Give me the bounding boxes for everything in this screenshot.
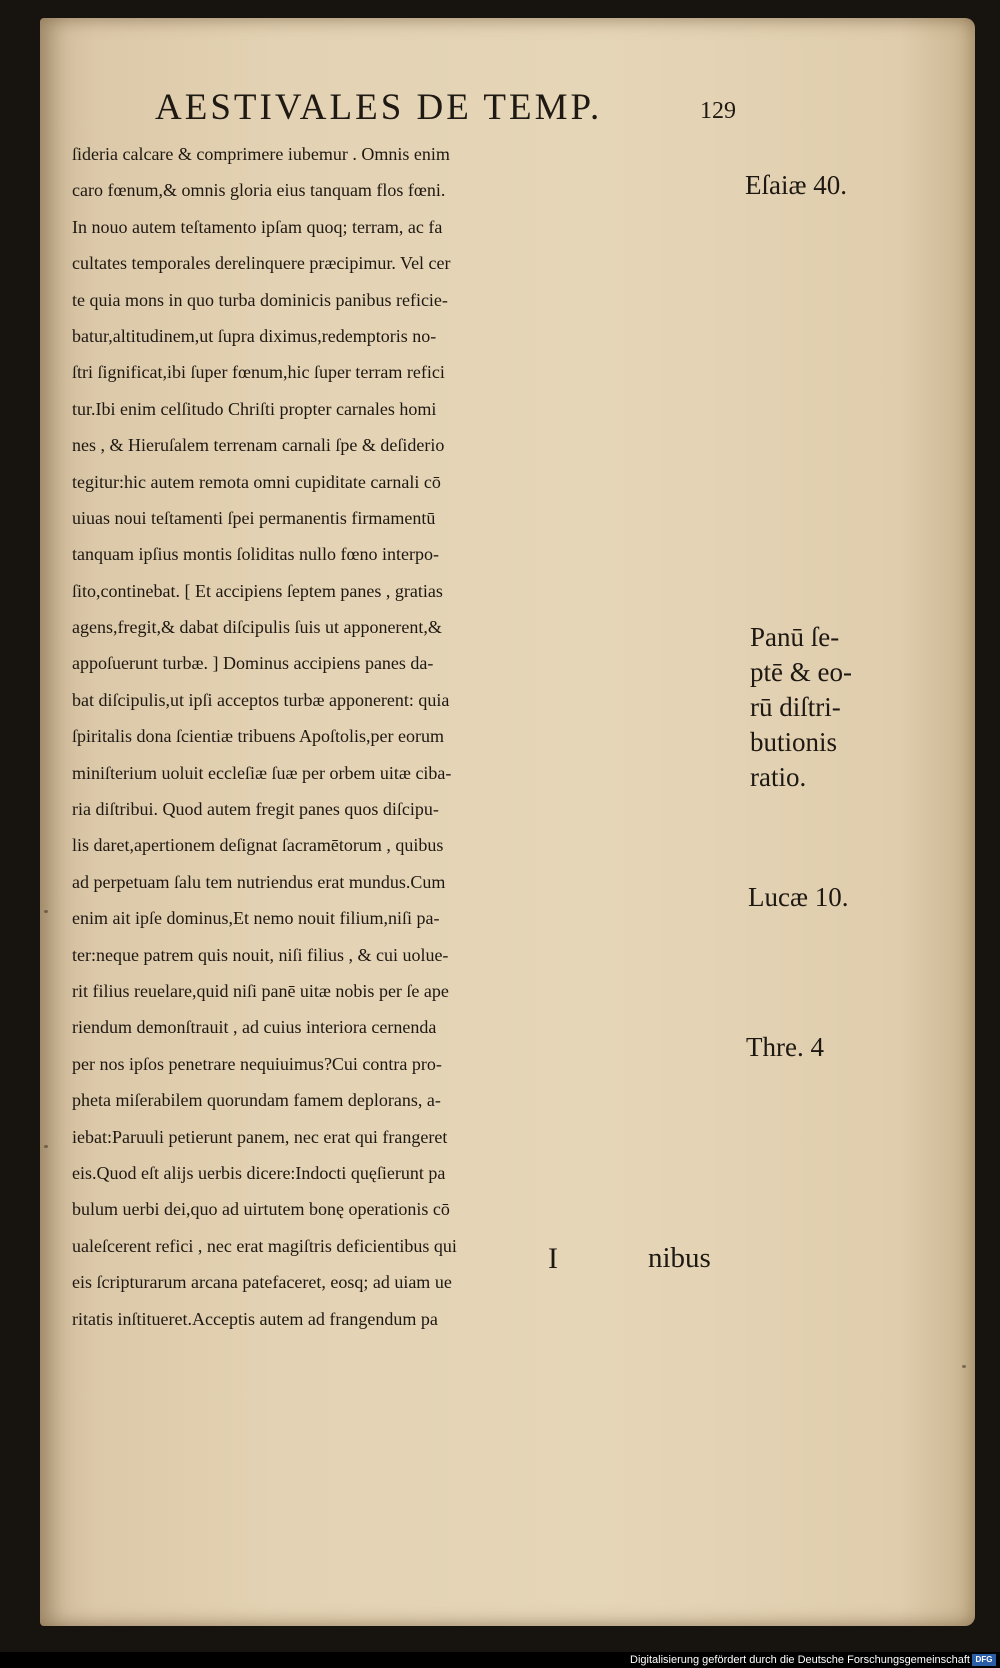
text-line: ad perpetuam ſalu tem nutriendus erat mundus.Cum: [72, 871, 446, 892]
text-line: pheta miſerabilem quorundam famem deplorans, a-: [72, 1090, 441, 1111]
text-line: tegitur:hic autem remota omni cupiditate carnali cō: [72, 471, 441, 492]
text-line: miniſterium uoluit eccleſiæ ſuæ per orbem uitæ ciba-: [72, 762, 452, 783]
text-line: lis daret,apertionem deſignat ſacramētorum , quibus: [72, 835, 444, 856]
funding-credit: Digitalisierung gefördert durch die Deutsche Forschungsgemeinschaft: [630, 1654, 970, 1666]
page-header: [155, 86, 755, 132]
text-line: agens,fregit,& dabat diſcipulis ſuis ut apponerent,&: [72, 617, 442, 638]
text-line: ſpiritalis dona ſcientiæ tribuens Apoſtolis,per eorum: [72, 726, 444, 747]
ink-speck: [44, 910, 48, 913]
text-line: rit filius reuelare,quid niſi panē uitæ nobis per ſe ape: [72, 980, 449, 1001]
text-line: ualeſcerent refici , nec erat magiſtris deficientibus qui: [72, 1235, 457, 1256]
dfg-logo-icon: DFG: [972, 1654, 996, 1666]
margin-note-panum: [750, 620, 852, 795]
margin-note-line: ptē & eo-: [750, 657, 852, 687]
text-line: riendum demonſtrauit , ad cuius interiora cernenda: [72, 1017, 437, 1038]
text-line: appoſuerunt turbæ. ] Dominus accipiens panes da-: [72, 653, 434, 674]
catchword: nibus: [648, 1242, 711, 1274]
margin-note-line: rū diſtri-: [750, 692, 841, 722]
text-line: bat diſcipulis,ut ipſi acceptos turbæ apponerent: quia: [72, 689, 450, 710]
text-line: iebat:Paruuli petierunt panem, nec erat qui frangeret: [72, 1126, 448, 1147]
text-line: eis.Quod eſt alijs uerbis dicere:Indocti quęſierunt pa: [72, 1162, 446, 1183]
margin-note-line: Panū ſe-: [750, 622, 840, 652]
text-line: In nouo autem teſtamento ipſam quoq; terram, ac fa: [72, 216, 443, 237]
text-line: per nos ipſos penetrare nequiuimus?Cui contra pro-: [72, 1053, 442, 1074]
text-line: enim ait ipſe dominus,Et nemo nouit filium,niſi pa-: [72, 908, 440, 929]
text-line: caro fœnum,& omnis gloria eius tanquam flos fœni.: [72, 180, 446, 201]
ink-speck: [44, 1145, 48, 1148]
text-line: nes , & Hieruſalem terrenam carnali ſpe & deſiderio: [72, 435, 445, 456]
text-line: tur.Ibi enim celſitudo Chriſti propter carnales homi: [72, 398, 437, 419]
margin-note-esaiae: Eſaiæ 40.: [745, 170, 847, 200]
margin-note-threni: Thre. 4: [746, 1032, 824, 1062]
catchword-line: [540, 1242, 730, 1282]
text-line: ſtri ſignificat,ibi ſuper fœnum,hic ſuper terram refici: [72, 362, 445, 383]
margin-note-line: ratio.: [750, 762, 807, 792]
text-line: ritatis inſtitueret.Acceptis autem ad frangendum pa: [72, 1308, 438, 1329]
text-line: bulum uerbi dei,quo ad uirtutem bonę operationis cō: [72, 1199, 450, 1220]
text-line: ſito,continebat. [ Et accipiens ſeptem panes , gratias: [72, 580, 443, 601]
text-line: batur,altitudinem,ut ſupra diximus,redemptoris no-: [72, 325, 437, 346]
text-line: eis ſcripturarum arcana patefaceret, eosq; ad uiam ue: [72, 1272, 452, 1293]
signature-mark: I: [548, 1242, 558, 1275]
text-line: cultates temporales derelinquere præcipimur. Vel cer: [72, 253, 451, 274]
page-number: 129: [700, 98, 736, 124]
margin-note-line: butionis: [750, 727, 838, 757]
margin-note-lucae: Lucæ 10.: [748, 882, 849, 912]
text-line: te quia mons in quo turba dominicis panibus reficie-: [72, 289, 448, 310]
running-title: AESTIVALES DE TEMP.: [155, 87, 603, 128]
text-line: uiuas noui teſtamenti ſpei permanentis firmamentū: [72, 507, 436, 528]
body-text: [72, 136, 772, 1337]
text-line: ter:neque patrem quis nouit, niſi filius , & cui uolue-: [72, 944, 449, 965]
text-line: ria diſtribui. Quod autem fregit panes quos diſcipu-: [72, 799, 439, 820]
text-line: tanquam ipſius montis ſoliditas nullo fœno interpo-: [72, 544, 439, 565]
text-line: ſideria calcare & comprimere iubemur . Omnis enim: [72, 144, 450, 164]
ink-speck: [962, 1365, 966, 1368]
